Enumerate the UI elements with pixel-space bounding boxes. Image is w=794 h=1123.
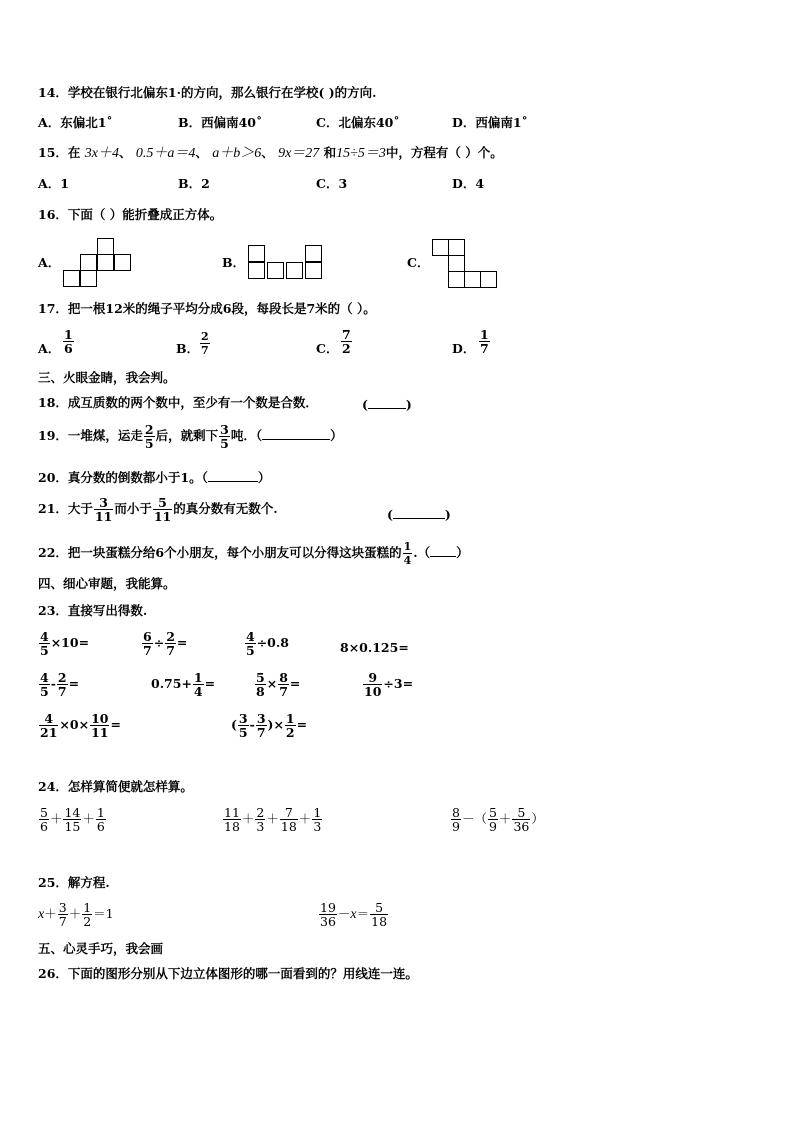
section-4-title: 四、细心审题，我能算。 [38, 576, 176, 591]
q23-r1-a: $\frac{4}{5}$ ×10= [40, 629, 90, 658]
q18-answer-blank[interactable]: ( ) [362, 397, 412, 412]
q15-stem: 15．在 3x＋4、 0.5＋a＝4、 a＋b＞6、 9x＝27 和15÷5＝3中，方程有（ ）个。 [38, 145, 503, 161]
q17-option-b-fraction: $\frac{2}{7}$ [201, 330, 209, 357]
q14-option-d: D．西偏南1˚ [452, 115, 528, 130]
q15-option-d: D．4 [452, 176, 485, 191]
q17-option-b-label: B． [176, 341, 200, 356]
q16-stem: 16．下面（ ）能折叠成正方体。 [38, 207, 223, 222]
q17-option-a-fraction: $\frac{1}{6}$ [64, 327, 73, 356]
q23-r1-c: $\frac{4}{5}$ ÷0.8 [246, 629, 289, 658]
q25-stem: 25．解方程. [38, 875, 110, 890]
q21-stem: 21．大于 $\frac{3}{11}$ 而小于 $\frac{5}{11}$ 的真分数有无数个. [38, 495, 278, 524]
q15-option-c: C．3 [316, 176, 348, 191]
q14-option-b: B．西偏南40˚ [178, 115, 263, 130]
q17-option-d-fraction: $\frac{1}{7}$ [480, 327, 489, 356]
q23-r1-b: $\frac{6}{7}$ ÷ $\frac{2}{7}$ = [143, 629, 188, 658]
q17-option-c-fraction: $\frac{7}{2}$ [342, 327, 351, 356]
q15-eq2: 0.5＋a＝4 [135, 146, 196, 161]
q16-option-b: B． [222, 255, 246, 270]
q20-stem: 20．真分数的倒数都小于1。（ ） [38, 470, 271, 485]
q24-expr-1: $\frac{5}{6}$ ＋ $\frac{14}{15}$ ＋ $\frac{1}{6}$ [40, 805, 105, 834]
q20-answer-blank[interactable] [208, 469, 258, 482]
q14-option-a: A．东偏北1˚ [38, 115, 113, 130]
q23-r2-d: $\frac{9}{10}$ ÷3= [364, 670, 414, 699]
q17-option-c-label: C． [316, 341, 339, 356]
q17-option-a-label: A． [38, 341, 61, 356]
q23-r2-c: $\frac{5}{8}$ × $\frac{8}{7}$ = [256, 670, 301, 699]
q26-stem: 26．下面的图形分别从下边立体图形的哪一面看到的？用线连一连。 [38, 966, 418, 981]
q14-stem: 14．学校在银行北偏东1·的方向，那么银行在学校( )的方向. [38, 85, 377, 100]
q23-r3-b: ( $\frac{3}{5}$ - $\frac{3}{7}$ )× $\frac{1}{2}$ = [231, 711, 308, 740]
q23-stem: 23．直接写出得数. [38, 603, 148, 618]
q15-eq4: 9x＝27 [278, 146, 320, 161]
q22-stem: 22．把一块蛋糕分给6个小朋友，每个小朋友可以分得这块蛋糕的 $\frac{1}{4}$ .（ ） [38, 540, 469, 567]
q15-eq1: 3x＋4 [84, 146, 119, 161]
q24-stem: 24．怎样算简便就怎样算。 [38, 779, 193, 794]
q15-eq5: 15÷5＝3 [336, 146, 386, 161]
q23-r2-a: $\frac{4}{5}$ - $\frac{2}{7}$ = [40, 670, 80, 699]
q19-stem: 19．一堆煤，运走 $\frac{2}{5}$ 后，就剩下 $\frac{3}{5}$ 吨．（ ） [38, 422, 343, 451]
q16-option-a: A． [38, 255, 61, 270]
q23-r3-a: $\frac{4}{21}$ ×0× $\frac{10}{11}$ = [40, 711, 121, 740]
q25-equation-2: $\frac{19}{36}$ －x＝ $\frac{5}{18}$ [320, 900, 388, 929]
q25-equation-1: x＋ $\frac{3}{7}$ ＋ $\frac{1}{2}$ ＝1 [38, 900, 114, 929]
q15-option-a: A．1 [38, 176, 69, 191]
q17-option-d-label: D． [452, 341, 476, 356]
q17-stem: 17．把一根12米的绳子平均分成6段，每段长是7米的（ ）。 [38, 301, 376, 316]
q24-expr-2: $\frac{11}{18}$ ＋ $\frac{2}{3}$ ＋ $\frac{7}{18}$ ＋ $\frac{1}{3}$ [224, 805, 322, 834]
q18-stem: 18．成互质数的两个数中，至少有一个数是合数． [38, 395, 318, 410]
q23-r2-b: 0.75+ $\frac{1}{4}$ = [151, 670, 216, 699]
q15-eq3: a＋b＞6 [212, 146, 262, 161]
q24-expr-3: $\frac{8}{9}$ －（ $\frac{5}{9}$ ＋ $\frac{5}{36}$ ） [452, 805, 544, 834]
q21-answer-blank[interactable]: ( ) [387, 507, 451, 522]
q14-option-c: C．北偏东40˚ [316, 115, 400, 130]
q23-r1-d: 8×0.125= [340, 640, 409, 655]
section-5-title: 五、心灵手巧，我会画 [38, 941, 164, 956]
q19-answer-blank[interactable] [262, 427, 330, 440]
q22-answer-blank[interactable] [430, 544, 456, 557]
q15-option-b: B．2 [178, 176, 210, 191]
section-3-title: 三、火眼金睛，我会判。 [38, 370, 176, 385]
q16-option-c: C． [407, 255, 430, 270]
